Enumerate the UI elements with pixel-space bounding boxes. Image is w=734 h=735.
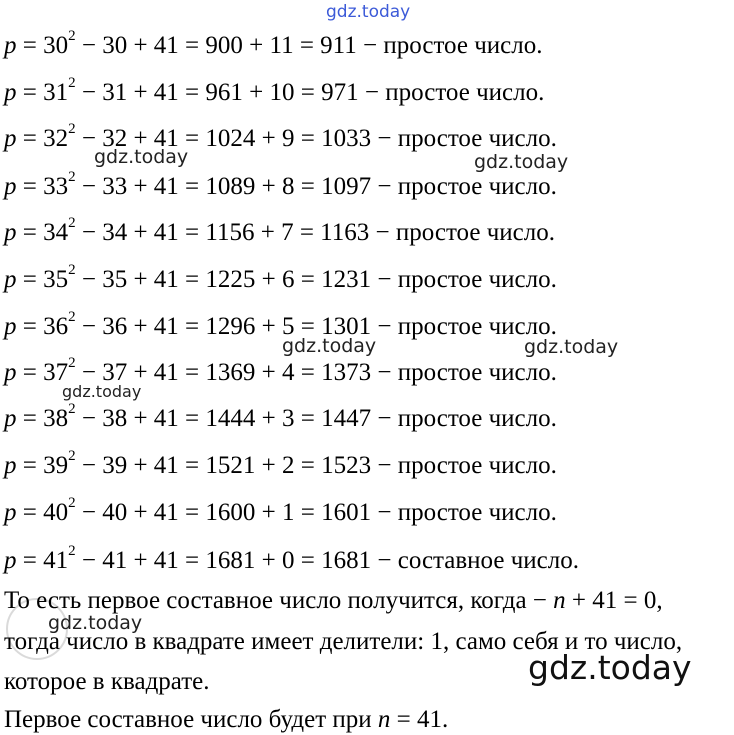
exponent: 2 — [68, 214, 76, 231]
p-variable: p — [4, 173, 17, 200]
expression: − 40 + 41 = 1600 + 1 = 1601 − — [75, 499, 398, 526]
expression: − 39 + 41 = 1521 + 2 = 1523 − — [75, 452, 398, 479]
result-kind: простое число. — [397, 266, 557, 293]
exponent: 2 — [68, 542, 76, 559]
conclusion-line: Первое составное число будет при n = 41. — [4, 706, 449, 733]
explanation-line-2: тогда число в квадрате имеет делители: 1, само себя и то число, — [4, 628, 683, 655]
result-kind: простое число. — [383, 32, 543, 59]
expression: − 37 + 41 = 1369 + 4 = 1373 − — [75, 359, 398, 386]
base-number: 37 — [43, 359, 69, 386]
result-kind: простое число. — [397, 313, 557, 340]
computation-row: $p = 30^2 - 30 + 41 = 900 + 11 = 911$ − простое число. — [4, 27, 543, 59]
exponent: 2 — [68, 261, 76, 278]
expression: − 34 + 41 = 1156 + 7 = 1163 − — [75, 219, 396, 246]
expression: − 31 + 41 = 961 + 10 = 971 − — [75, 79, 386, 106]
watermark: gdz.today — [282, 335, 377, 357]
exponent: 2 — [68, 354, 76, 371]
result-kind: простое число. — [397, 405, 557, 432]
explanation-line-3: которое в квадрате. — [4, 668, 210, 695]
expression: − 41 + 41 = 1681 + 0 = 1681 − — [75, 547, 398, 574]
watermark: gdz.today — [62, 382, 142, 401]
computation-row: $p = 41^2 - 41 + 41 = 1681 + 0 = 1681$ − составное число. — [4, 542, 579, 574]
explanation-line-1: То есть первое составное число получится, когда − n + 41 = 0, — [4, 587, 663, 614]
computation-row: $p = 39^2 - 39 + 41 = 1521 + 2 = 1523$ − простое число. — [4, 447, 557, 479]
p-variable: p — [4, 405, 17, 432]
result-kind: простое число. — [395, 219, 555, 246]
p-variable: p — [4, 266, 17, 293]
base-number: 32 — [43, 125, 69, 152]
exponent: 2 — [68, 168, 76, 185]
p-variable: p — [4, 452, 17, 479]
computation-row: $p = 32^2 - 32 + 41 = 1024 + 9 = 1033$ − простое число. — [4, 120, 557, 152]
exponent: 2 — [68, 494, 76, 511]
base-number: 34 — [43, 219, 69, 246]
computation-row: $p = 37^2 - 37 + 41 = 1369 + 4 = 1373$ − простое число. — [4, 354, 557, 386]
watermark: gdz.today — [524, 336, 619, 358]
p-variable: p — [4, 499, 17, 526]
base-number: 35 — [43, 266, 69, 293]
expression: − 32 + 41 = 1024 + 9 = 1033 − — [75, 125, 398, 152]
exponent: 2 — [68, 308, 76, 325]
expression: − 36 + 41 = 1296 + 5 = 1301 − — [75, 313, 398, 340]
expression: − 30 + 41 = 900 + 11 = 911 − — [75, 32, 384, 59]
computation-row: $p = 31^2 - 31 + 41 = 961 + 10 = 971$ − простое число. — [4, 74, 545, 106]
p-variable: p — [4, 125, 17, 152]
expression: − 33 + 41 = 1089 + 8 = 1097 − — [75, 173, 398, 200]
base-number: 30 — [43, 32, 69, 59]
result-kind: простое число. — [397, 452, 557, 479]
computation-row: $p = 34^2 - 34 + 41 = 1156 + 7 = 1163$ − простое число. — [4, 214, 555, 246]
base-number: 41 — [43, 547, 69, 574]
watermark: gdz.today — [94, 146, 189, 168]
exponent: 2 — [68, 74, 76, 91]
watermark: gdz.today — [48, 612, 143, 634]
result-kind: простое число. — [397, 173, 557, 200]
computation-row: $p = 38^2 - 38 + 41 = 1444 + 3 = 1447$ − простое число. — [4, 400, 557, 432]
exponent: 2 — [68, 120, 76, 137]
result-kind: составное число. — [397, 547, 579, 574]
expression: − 38 + 41 = 1444 + 3 = 1447 − — [75, 405, 398, 432]
exponent: 2 — [68, 400, 76, 417]
expression: − 35 + 41 = 1225 + 6 = 1231 − — [75, 266, 398, 293]
computation-row: $p = 35^2 - 35 + 41 = 1225 + 6 = 1231$ − простое число. — [4, 261, 557, 293]
watermark: gdz.today — [474, 151, 569, 173]
base-number: 36 — [43, 313, 69, 340]
result-kind: простое число. — [385, 79, 545, 106]
watermark-large: gdz.today — [528, 648, 692, 687]
p-variable: p — [4, 219, 17, 246]
p-variable: p — [4, 359, 17, 386]
result-kind: простое число. — [397, 125, 557, 152]
base-number: 38 — [43, 405, 69, 432]
result-kind: простое число. — [397, 359, 557, 386]
p-variable: p — [4, 32, 17, 59]
exponent: 2 — [68, 447, 76, 464]
p-variable: p — [4, 547, 17, 574]
computation-row: $p = 36^2 - 36 + 41 = 1296 + 5 = 1301$ − простое число. — [4, 308, 557, 340]
p-variable: p — [4, 79, 17, 106]
base-number: 40 — [43, 499, 69, 526]
watermark-top: gdz.today — [326, 2, 411, 22]
base-number: 31 — [43, 79, 69, 106]
computation-row: $p = 40^2 - 40 + 41 = 1600 + 1 = 1601$ − простое число. — [4, 494, 557, 526]
base-number: 39 — [43, 452, 69, 479]
exponent: 2 — [68, 27, 76, 44]
base-number: 33 — [43, 173, 69, 200]
p-variable: p — [4, 313, 17, 340]
computation-row: $p = 33^2 - 33 + 41 = 1089 + 8 = 1097$ − простое число. — [4, 168, 557, 200]
result-kind: простое число. — [397, 499, 557, 526]
